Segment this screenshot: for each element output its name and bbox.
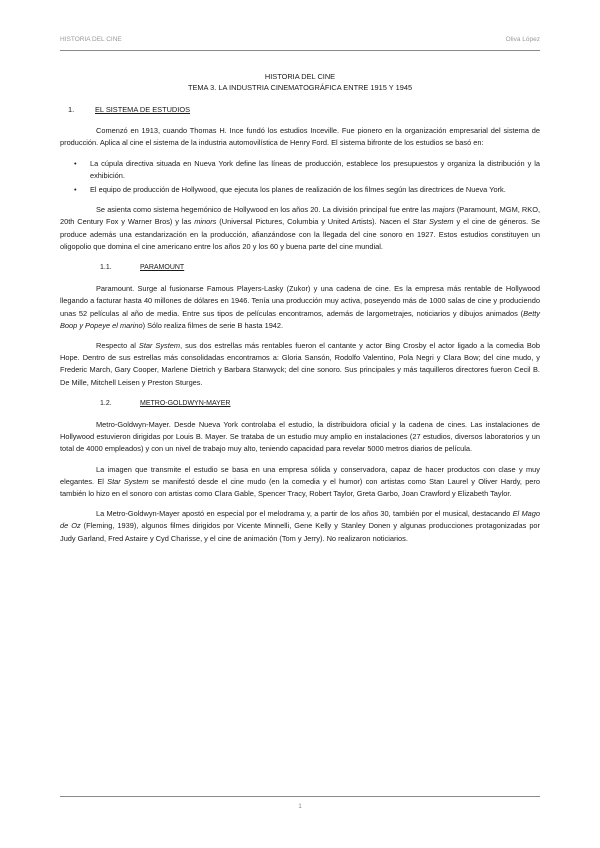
- subsection-number: 1.1.: [100, 264, 112, 272]
- bullet-icon: •: [74, 185, 77, 195]
- paragraph-1: Comenzó en 1913, cuando Thomas H. Ince fundó los estudios Inceville. Fue pionero en la organización empresarial del sistema de producción. Aplica al cine el sistema de la industria automovilística de Henry Ford. El sistema bifronte de los estudios se basó en:: [60, 126, 540, 148]
- paragraph-6: La imagen que transmite el estudio se basa en una empresa sólida y conservadora, capaz de hacer productos con clase y muy elegantes. El Star System se manifestó desde el cine mudo (en la comedia y el humor) con artistas como Stan Laurel y Oliver Hardy, pero también lo hizo en el sonoro con artistas como Clara Gable, Spencer Tracy, Robert Taylor, Greta Garbo, Joan Crawford y Elizabeth Taylor.: [60, 464, 540, 499]
- header-course-title: HISTORIA DEL CINE: [60, 36, 122, 43]
- section-heading-1: [60, 104, 540, 116]
- paragraph-3: Paramount. Surge al fusionarse Famous Players-Lasky (Zukor) y una cadena de cine. Es la empresa más rentable de Hollywood llegando a facturar hasta 40 millones de dólares en 1946. Tenía una producción muy activa, poseyendo más de 1000 salas de cine y produciendo unas 52 películas al año de media. Entre sus tipos de películas encontramos, además de largometrajes, noticiarios y dibujos animados (Betty Boop y Popeye el marino) Sólo realiza filmes de serie B hasta 1942.: [60, 284, 540, 330]
- bullet-list: [60, 158, 540, 197]
- footer-divider: [60, 796, 540, 797]
- list-item: [60, 158, 540, 182]
- paragraph-2: Se asienta como sistema hegemónico de Hollywood en los años 20. La división principal fue entre las majors (Paramount, MGM, RKO, 20th Century Fox y Warner Bros) y las minors (Universal Pictures, Columbia y United Artists). Nacen el Star System y el cine de géneros. Se produce además una estandarización en la producción, afianzándose con la llegada del cine sonoro en 1927. Estos estudios constituyen un oligopolio que domina el cine americano entre los años 20 y los 60 y buena parte del cine mundial.: [60, 205, 540, 251]
- list-item: [60, 184, 540, 196]
- paragraph-4: Respecto al Star System, sus dos estrellas más rentables fueron el cantante y actor Bing Crosby el actor ligado a la comedia Bob Hope. Dentro de sus estrellas más consolidadas encontramos a: Gloria Sansón, Rodolfo Valentino, Pola Negri y Clara Bow; del cine mudo, y Frederic March, Gary Cooper, Marlene Dietrich y Barbara Stanwyck; del cine sonoro. Sus principales y más taquilleros directores fueron Cecil B. De Mille, Mitchell Leisen y Preston Sturges.: [60, 341, 540, 387]
- list-item-text: El equipo de producción de Hollywood, que ejecuta los planes de realización de los filmes según las directrices de Nueva York.: [90, 185, 506, 195]
- subsection-number: 1.2.: [100, 399, 112, 407]
- document-subtitle: TEMA 3. LA INDUSTRIA CINEMATOGRÁFICA ENTRE 1915 Y 1945: [187, 83, 413, 92]
- bullet-icon: •: [74, 158, 77, 168]
- header-author: Oliva López: [505, 36, 540, 43]
- document-title: HISTORIA DEL CINE: [264, 72, 336, 81]
- subsection-heading-paramount: [60, 262, 540, 274]
- section-title: EL SISTEMA DE ESTUDIOS: [95, 105, 191, 114]
- subsection-title: METRO-GOLDWYN-MAYER: [140, 399, 231, 407]
- header-divider: [60, 50, 540, 51]
- subsection-heading-mgm: [60, 398, 540, 410]
- document-body: [60, 71, 540, 553]
- subsection-title: PARAMOUNT: [140, 264, 185, 272]
- paragraph-5: Metro-Goldwyn-Mayer. Desde Nueva York controlaba el estudio, la distribuidora oficial y la cadena de cines. Las instalaciones de Hollywood estuvieron dirigidas por Louis B. Mayer. Se trataba de un estudio muy amplio en instalaciones (27 estudios, diversos laboratorios y un total de 4000 empleados) y con un nivel de trabajo muy alto, teniendo capacidad para revelar 5000 metros diarios de película.: [60, 420, 540, 454]
- section-number: 1.: [68, 105, 75, 114]
- page-number: 1: [298, 803, 302, 810]
- list-item-text: La cúpula directiva situada en Nueva York define las líneas de producción, establece los presupuestos y organiza la distribución y la exhibición.: [90, 158, 540, 180]
- paragraph-7: La Metro-Goldwyn-Mayer apostó en especial por el melodrama y, a partir de los años 30, también por el musical, destacando El Mago de Oz (Fleming, 1939), algunos filmes dirigidos por Vicente Minnelli, Gene Kelly y Stanley Donen y algunas producciones protagonizadas por Judy Garland, Fred Astaire y Cyd Charisse, y el cine de animación (Tom y Jerry). No realizaron noticiarios.: [60, 509, 541, 543]
